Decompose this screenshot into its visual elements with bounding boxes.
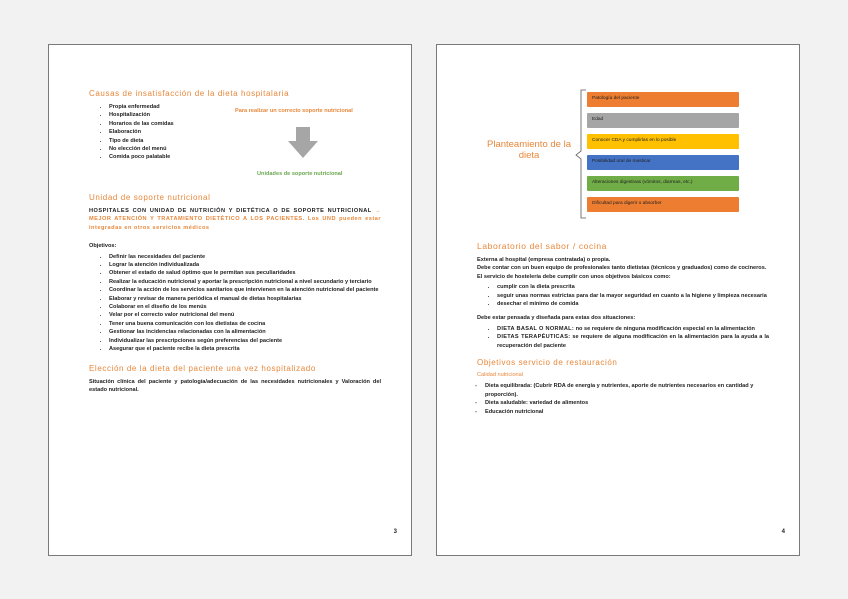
objetivo-item: • Individualizar las prescripciones según preferencias del paciente [109, 337, 381, 345]
planteamiento-box: Patología del paciente [587, 92, 739, 107]
servicio-objetivo-item: • seguir unas normas estrictas para dar la mayor seguridad en cuanto a la higiene y limpieza necesaria [497, 292, 769, 300]
cause-item: • Elaboración [109, 128, 381, 136]
planteamiento-label: Planteamiento de la dieta [487, 139, 571, 161]
objetivo-item: • Asegurar que el paciente recibe la dieta prescrita [109, 345, 381, 353]
heading-eleccion: Elección de la dieta del paciente una vez hospitalizado [89, 363, 316, 373]
situacion-item [497, 325, 769, 333]
page-3-content [89, 89, 381, 394]
p-externa: Externa al hospital (empresa contratada) o propia. [477, 257, 611, 263]
cause-item: • Horarios de las comidas [109, 120, 381, 128]
p-situaciones: Debe estar pensada y diseñada para estas dos situaciones: [477, 315, 636, 322]
p-servicio: El servicio de hostelería debe cumplir con unos objetivos básicos como: [477, 273, 671, 280]
servicio-objetivo-item: • desechar el mínimo de comida [497, 300, 769, 308]
situacion-item [497, 333, 769, 350]
brace-icon [575, 89, 587, 219]
calidad-list [477, 382, 769, 416]
cause-item: • Comida poco palatable [109, 153, 381, 161]
calidad-item: - Dieta saludable: variedad de alimentos [485, 399, 769, 407]
planteamiento-box: Alteraciones digestivas (vómitos, diarreas, etc.) [587, 176, 739, 191]
calidad-item: - Dieta equilibrada: (Cubrir RDA de energía y nutrientes, aporte de nutrientes necesarios en cantidad y proporción). [485, 382, 769, 399]
objetivo-item: • Coordinar la acción de los servicios sanitarios que intervienen en la atención nutricional del paciente [109, 286, 381, 294]
hospitales-paragraph: HOSPITALES CON UNIDAD DE NUTRICIÓN Y DIETÉTICA O DE SOPORTE NUTRICIONAL → MEJOR ATENCIÓN Y TRATAMIENTO DIETÉTICO A LOS PACIENTES. Los UND pueden estar integradas en otros servicios médicos [89, 208, 381, 231]
objetivo-item: • Colaborar en el diseño de los menús [109, 303, 381, 311]
objetivo-item: • Realizar la educación nutricional y aportar la prescripción nutricional a nivel secundario y terciario [109, 278, 381, 286]
heading-unidad: Unidad de soporte nutricional [89, 193, 211, 202]
objetivos-list [89, 253, 381, 354]
page-3 [48, 44, 412, 556]
page-4 [436, 44, 800, 556]
situacion-title: DIETA BASAL O NORMAL: [497, 325, 575, 332]
calidad-item: - Educación nutricional [485, 408, 769, 416]
objetivo-item: • Gestionar las incidencias relacionadas con la alimentación [109, 328, 381, 336]
situacion-desc: no se requiere de ninguna modificación especial en la alimentación [574, 325, 755, 332]
heading-causas: Causas de insatisfacción de la dieta hospitalaria [89, 89, 290, 98]
situaciones-list [477, 325, 769, 350]
objetivo-item: • Lograr la atención individualizada [109, 261, 381, 269]
situacion-desc: se requiere de alguna modificación en la alimentación para la ayuda a la recuperación del paciente [497, 334, 769, 349]
planteamiento-box: Dificultad para digerir o absorber [587, 197, 739, 212]
page-number: 4 [781, 529, 785, 535]
servicio-objetivo-item: • cumplir con la dieta prescrita [497, 283, 769, 291]
planteamiento-boxes [587, 92, 739, 218]
planteamiento-box: Posibilidad oral de masticar [587, 155, 739, 170]
arrow-caption-top: Para realizar un correcto soporte nutricional [235, 108, 353, 114]
objetivos-label: Objetivos: [89, 243, 117, 250]
servicio-objetivos-list [477, 283, 769, 308]
cause-item: • Hospitalización [109, 111, 381, 119]
heading-laboratorio: Laboratorio del sabor / cocina [477, 241, 607, 251]
objetivo-item: • Tener una buena comunicación con los dietistas de cocina [109, 320, 381, 328]
page-number: 3 [393, 529, 397, 535]
cause-item: • No elección del menú [109, 145, 381, 153]
p-equipo: Debe contar con un buen equipo de profesionales tanto dietistas (técnicos y graduados) como de cocineros. [477, 265, 767, 272]
planteamiento-box: Edad [587, 113, 739, 128]
down-arrow-icon [287, 127, 319, 159]
arrow-caption-bottom: Unidades de soporte nutricional [257, 171, 343, 177]
objetivo-item: • Definir las necesidades del paciente [109, 253, 381, 261]
objetivo-item: • Obtener el estado de salud óptimo que le permitan sus peculiaridades [109, 269, 381, 277]
situacion-title: DIETAS TERAPÉUTICAS: [497, 334, 571, 341]
calidad-label: Calidad nutricional [477, 372, 524, 379]
planteamiento-box: Conocer CDA y cumplirlas en lo posible [587, 134, 739, 149]
eleccion-text: Situación clínica del paciente y patología/adecuación de las necesidades nutricionales y Valoración del estado nutricional. [89, 378, 381, 393]
page-4-content [477, 241, 769, 420]
heading-restauracion: Objetivos servicio de restauración [477, 358, 618, 368]
cause-item: • Propia enfermedad [109, 103, 381, 111]
cause-item: • Tipo de dieta [109, 137, 381, 145]
objetivo-item: • Velar por el correcto valor nutricional del menú [109, 311, 381, 319]
objetivo-item: • Elaborar y revisar de manera periódica el manual de dietas hospitalarias [109, 295, 381, 303]
